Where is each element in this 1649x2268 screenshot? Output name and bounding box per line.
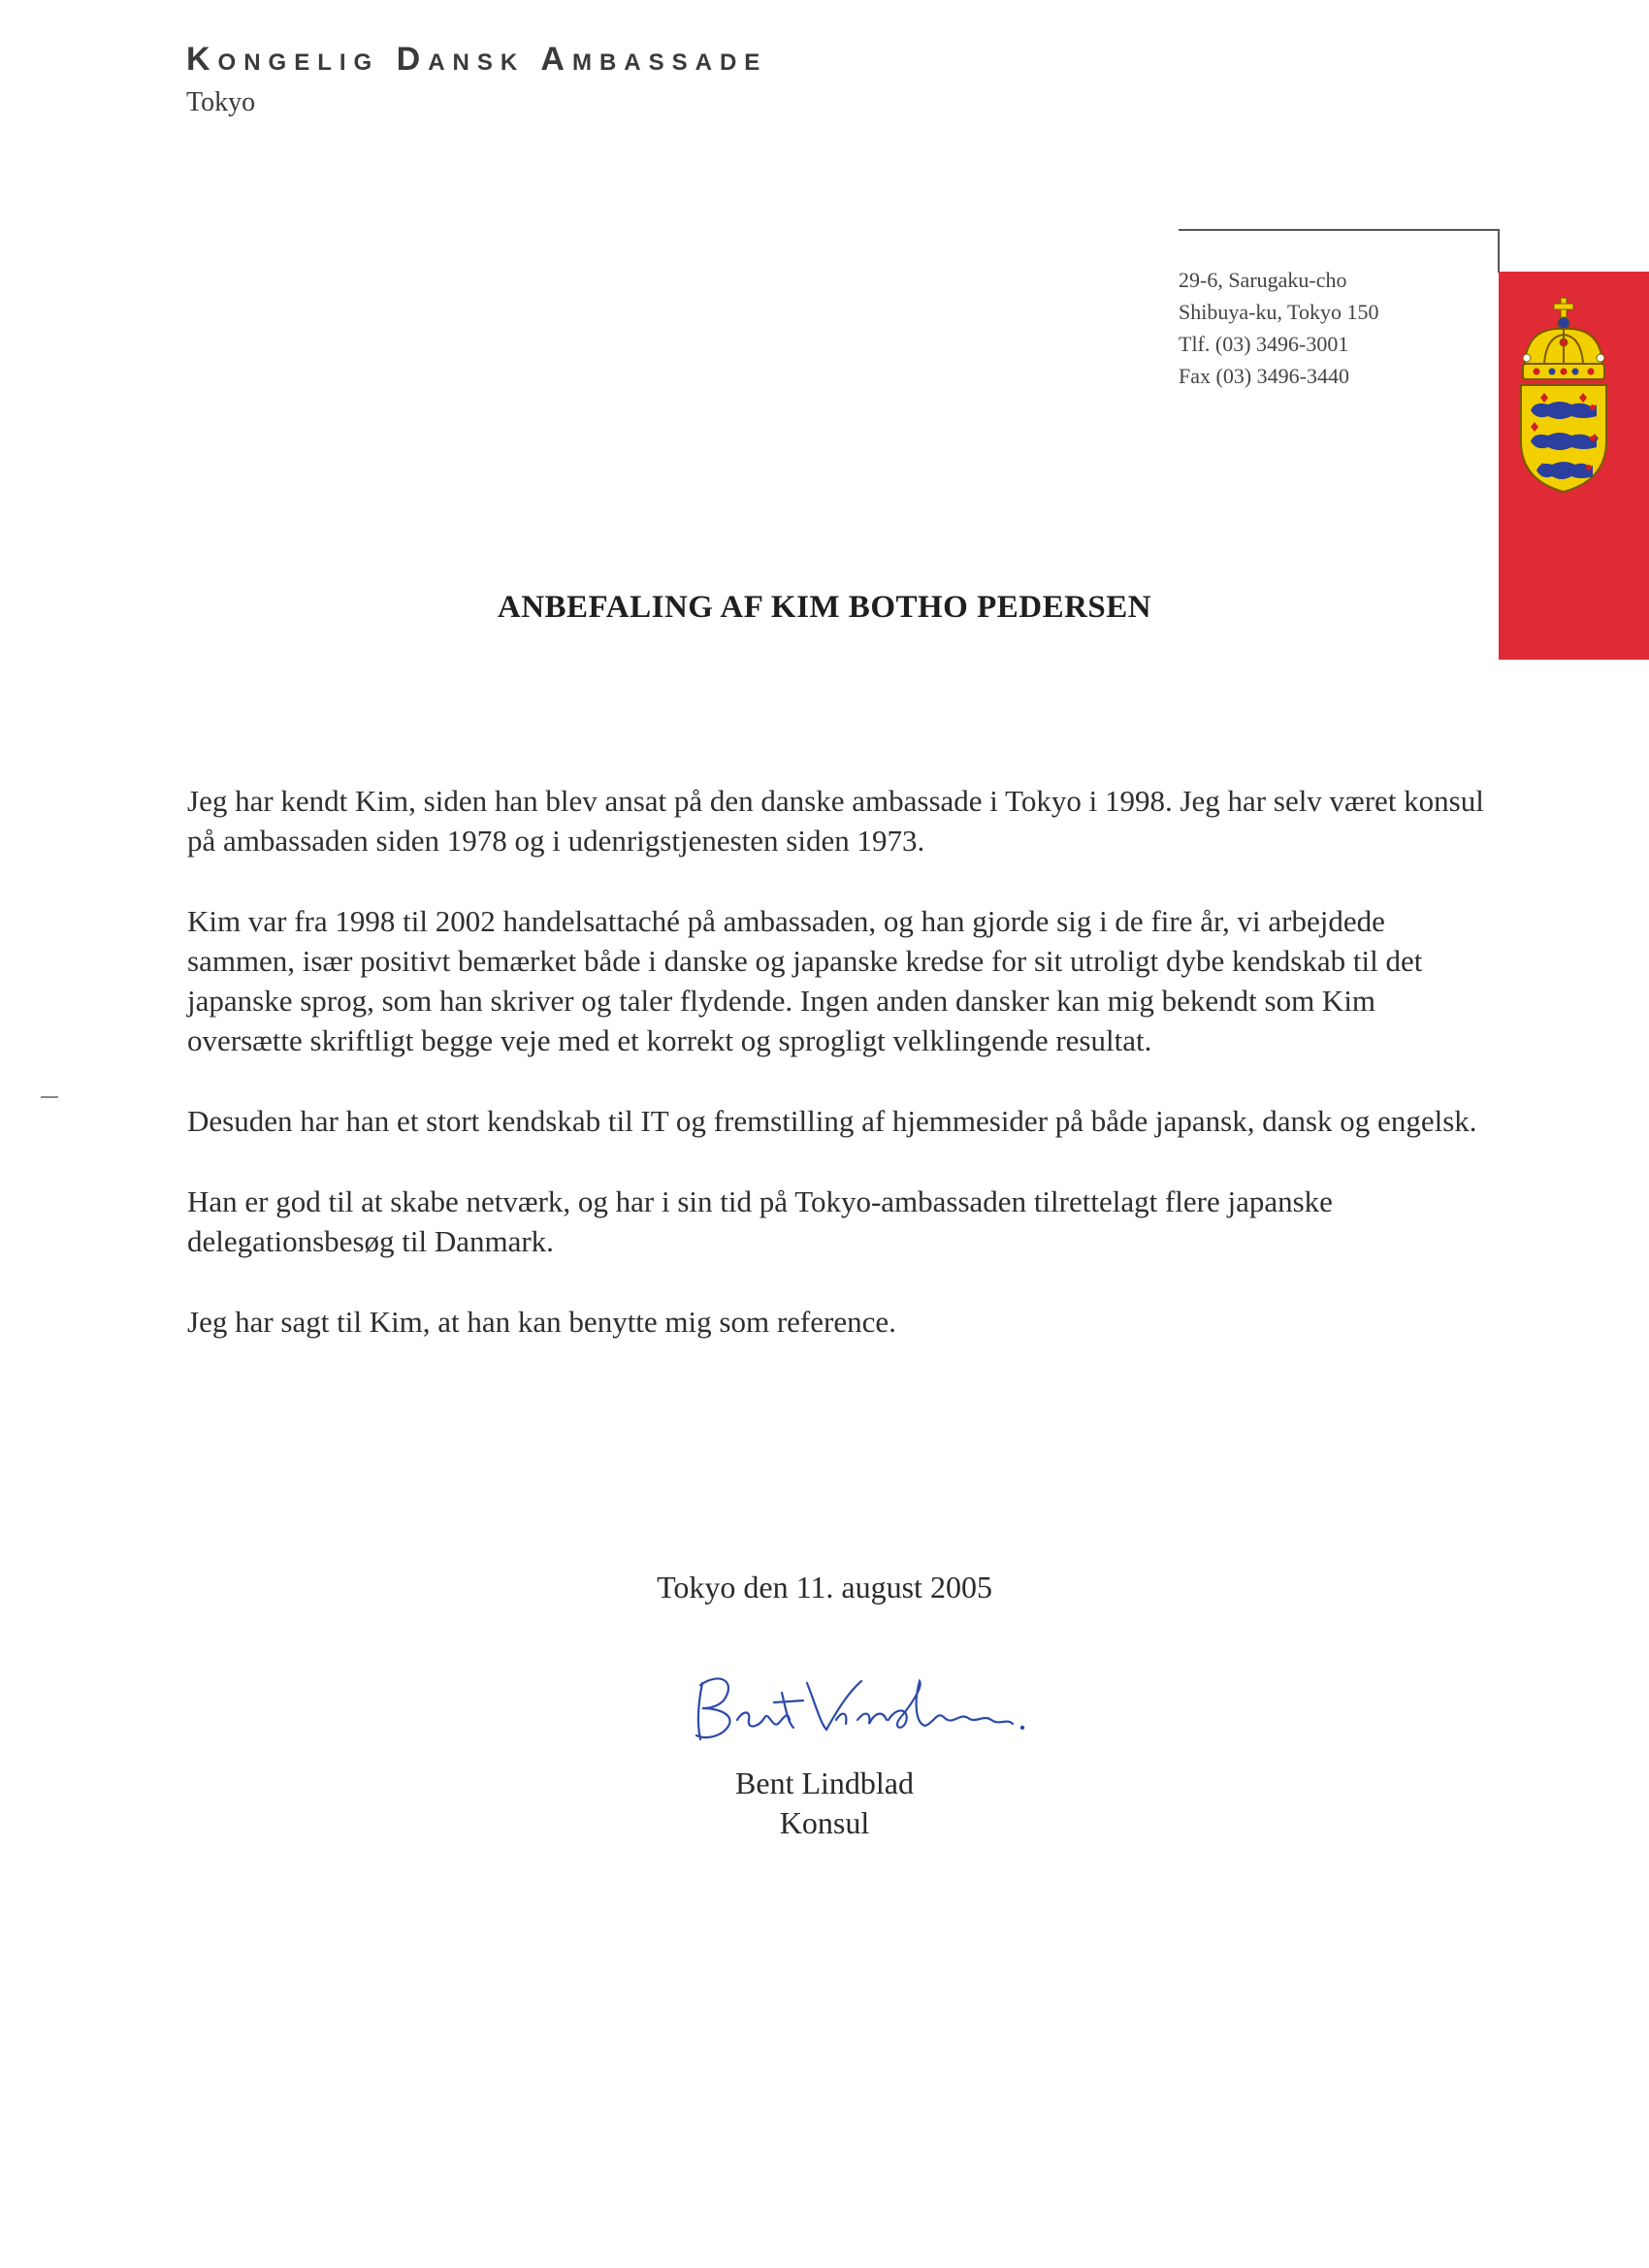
signer-name: Bent Lindblad [735, 1766, 914, 1800]
letter-body [187, 781, 1487, 1382]
margin-mark [41, 1096, 58, 1098]
paragraph: Kim var fra 1998 til 2002 handelsattaché på ambassaden, og han gjorde sig i de fire år, vi arbejdede sammen, især positivt bemærket både i danske og japanske kredse for sit utroligt dybe kendskab til det japanske sprog, som han skriver og taler flydende. Ingen anden dansker kan mig bekendt som Kim oversætte skriftligt begge veje med et korrekt og sprogligt velklingende resultat. [187, 904, 1423, 1057]
danish-coat-of-arms-icon [1515, 296, 1612, 495]
paragraph: Han er god til at skabe netværk, og har i sin tid på Tokyo-ambassaden tilrettelagt flere japanske delegationsbesøg til Danmark. [187, 1184, 1333, 1258]
embassy-city: Tokyo [186, 87, 256, 117]
header-rule-horizontal [1179, 229, 1499, 231]
embassy-name: Kongelig Dansk Ambassade [186, 41, 768, 78]
paragraph: Jeg har sagt til Kim, at han kan benytte mig som reference. [187, 1305, 896, 1339]
embassy-address [1179, 264, 1378, 392]
signer-block [0, 1764, 1649, 1843]
dateline: Tokyo den 11. august 2005 [657, 1570, 992, 1604]
address-fax: Fax (03) 3496-3440 [1179, 364, 1349, 388]
address-phone: Tlf. (03) 3496-3001 [1179, 332, 1349, 356]
header-rule-vertical [1498, 229, 1500, 273]
address-district: Shibuya-ku, Tokyo 150 [1179, 300, 1379, 324]
paragraph: Jeg har kendt Kim, siden han blev ansat på den danske ambassade i Tokyo i 1998. Jeg har selv været konsul på ambassaden siden 1978 og i udenrigstjenesten siden 1973. [187, 784, 1484, 858]
signer-title: Konsul [779, 1805, 870, 1840]
letter-title: ANBEFALING AF KIM BOTHO PEDERSEN [497, 590, 1152, 625]
address-street: 29-6, Sarugaku-cho [1179, 268, 1347, 292]
handwritten-signature [681, 1664, 1059, 1746]
paragraph: Desuden har han et stort kendskab til IT og fremstilling af hjemmesider på både japansk, dansk og engelsk. [187, 1104, 1477, 1138]
